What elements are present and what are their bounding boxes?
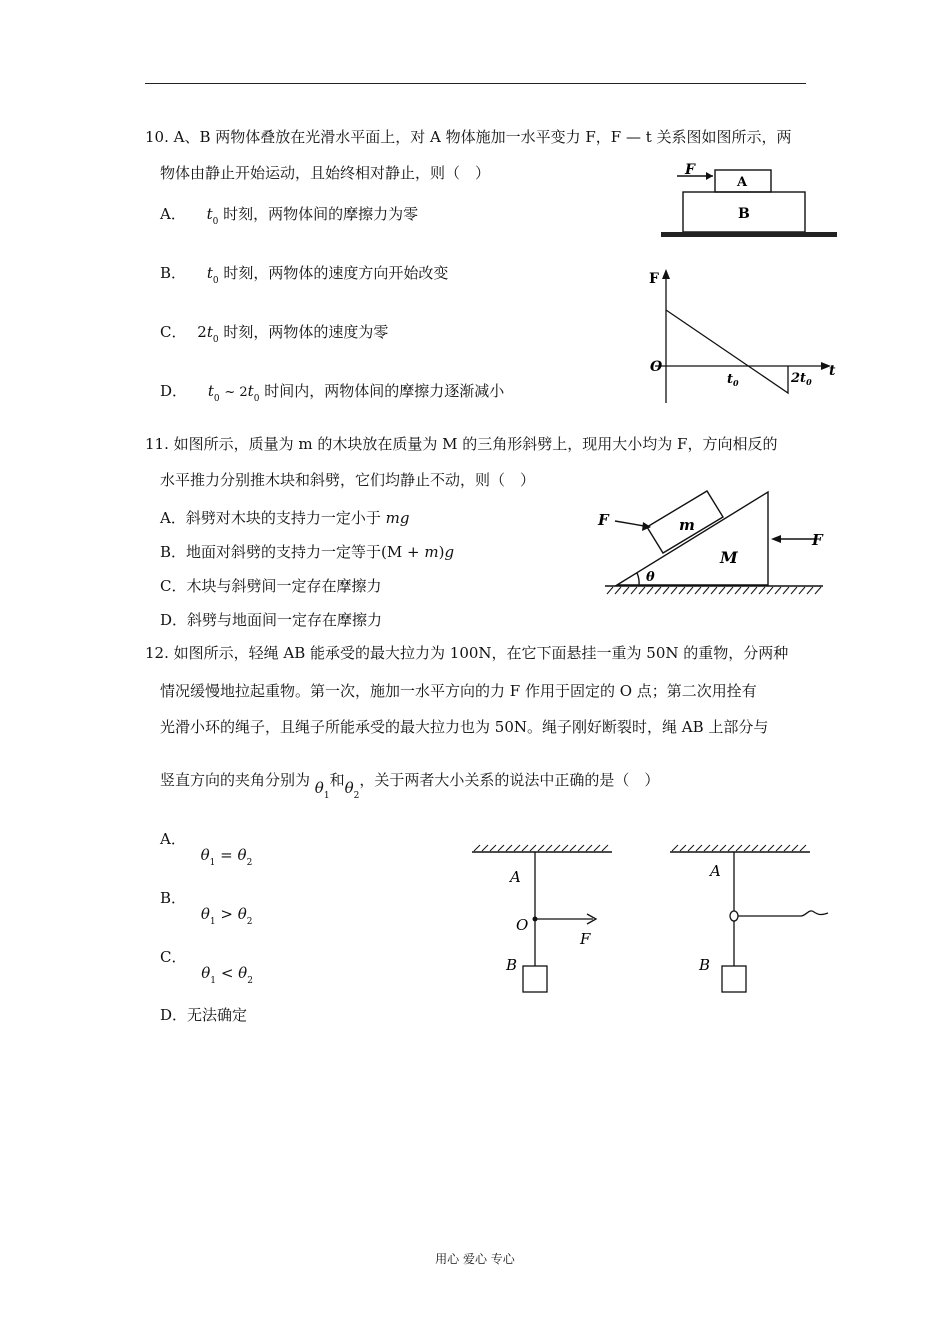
header-rule [145, 83, 806, 84]
label-t: t [829, 363, 836, 379]
pulling-rope [738, 911, 828, 916]
label-left-f: F [598, 511, 609, 529]
q12-line2: 情况缓慢地拉起重物。第一次，施加一水平方向的力 F 作用于固定的 O 点；第二次用拴有 [160, 682, 757, 700]
label-small-m: m [679, 516, 695, 534]
q11-wedge-figure [595, 487, 830, 602]
wedge [617, 492, 768, 585]
q12-option-b[interactable]: B． $\theta_1 > \theta_2$ [160, 889, 253, 927]
q10-ft-graph [645, 265, 845, 410]
q11-option-a[interactable]: A．斜劈对木块的支持力一定小于 mg [160, 509, 410, 527]
label-F: F [649, 271, 659, 287]
label-big-m: M [720, 548, 738, 567]
ceiling-hatch-2 [672, 845, 806, 851]
label-a: A [510, 868, 521, 886]
weight-box [722, 966, 746, 992]
q10-option-c[interactable]: C． $2t_0$ 时刻，两物体的速度为零 [160, 323, 389, 345]
label-b: B [738, 206, 750, 222]
q10-option-d[interactable]: D． $t_0$ ~ $2t_0$ 时间内，两物体间的摩擦力逐渐减小 [160, 382, 505, 404]
label-f: F [685, 162, 695, 178]
label-t0: $t_0$ [727, 372, 739, 388]
q12-option-c[interactable]: C． $\theta_1 < \theta_2$ [160, 948, 253, 986]
label-b: B [506, 956, 518, 974]
label-b: B [699, 956, 711, 974]
label-o: O [516, 916, 529, 934]
q10-line2: 物体由静止开始运动，且始终相对静止，则（ ） [160, 164, 491, 182]
label-O: O [650, 359, 663, 375]
weight-box [523, 966, 547, 992]
q11-line2: 水平推力分别推木块和斜劈，它们均静止不动，则（ ） [160, 471, 536, 489]
label-a: A [737, 175, 748, 190]
label-f: F [580, 930, 591, 948]
q10-option-a[interactable]: A． $t_0$ 时刻，两物体间的摩擦力为零 [160, 205, 419, 227]
q12-figure-2 [668, 842, 833, 1002]
q11-option-d[interactable]: D．斜劈与地面间一定存在摩擦力 [160, 611, 383, 629]
q11-option-c[interactable]: C．木块与斜劈间一定存在摩擦力 [160, 577, 382, 595]
label-2t0: $2t_0$ [791, 371, 812, 387]
ground-hatch [607, 587, 821, 594]
q12-line3: 光滑小环的绳子，且绳子所能承受的最大拉力也为 50N。绳子刚好断裂时，绳 AB 上部分与 [160, 718, 769, 736]
ceiling-hatch-1 [474, 845, 608, 851]
point-o [533, 917, 538, 922]
q10-line1: 10. A、B 两物体叠放在光滑水平面上，对 A 物体施加一水平变力 F，F — t 关系图如图所示，两 [145, 128, 792, 146]
smooth-ring [730, 911, 738, 921]
label-right-f: F [812, 531, 823, 549]
theta-arc [637, 573, 639, 585]
q10-block-figure [655, 160, 840, 240]
q12-line1: 12. 如图所示，轻绳 AB 能承受的最大拉力为 100N，在它下面悬挂一重为 50N 的重物，分两种 [145, 644, 789, 662]
q12-option-d[interactable]: D．无法确定 [160, 1006, 248, 1024]
label-a: A [710, 862, 721, 880]
q12-line4: 竖直方向的夹角分别为 $\theta_1$和$\theta_2$，关于两者大小关系的说法中正确的是（ ） [160, 771, 660, 801]
q10-option-b[interactable]: B． $t_0$ 时刻，两物体的速度方向开始改变 [160, 264, 449, 286]
ground [661, 232, 837, 237]
q11-option-b[interactable]: B．地面对斜劈的支持力一定等于(M + m)g [160, 543, 455, 561]
q12-option-a[interactable]: A． $\theta_1 = \theta_2$ [160, 830, 253, 868]
q12-figure-1 [470, 842, 620, 1002]
q11-line1: 11. 如图所示，质量为 m 的木块放在质量为 M 的三角形斜劈上，现用大小均为 F，方向相反的 [145, 435, 778, 453]
page-footer: 用心 爱心 专心 [435, 1252, 515, 1266]
label-theta: θ [646, 570, 655, 585]
